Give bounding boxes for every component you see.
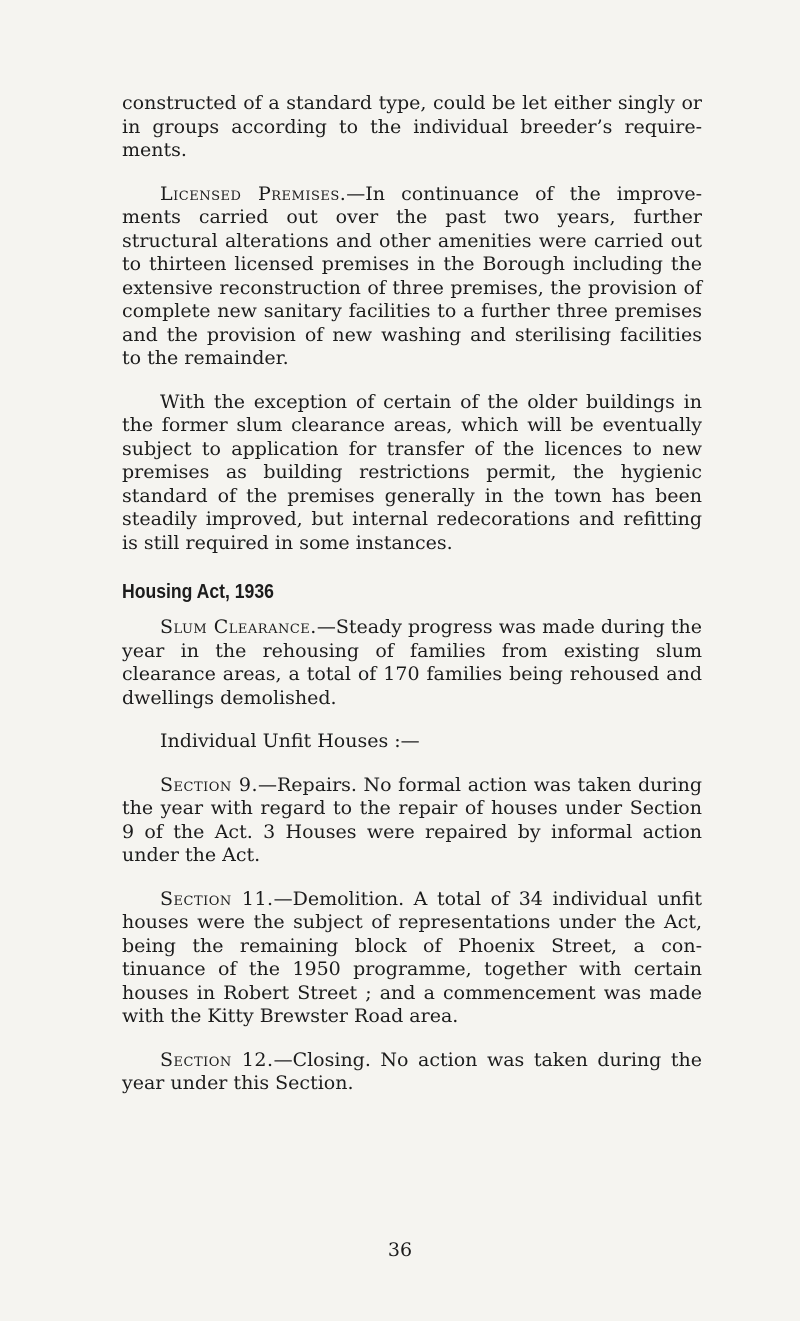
unfit-houses-heading: Individual Unfit Houses :— <box>160 730 420 752</box>
section-9-heading: Section 9. <box>160 773 258 796</box>
continuation-paragraph: constructed of a standard type, could be let either singly or in groups according to the individual breeder’s require-ments. <box>122 92 702 161</box>
housing-act-heading: Housing Act, 1936 <box>122 581 274 603</box>
licensed-premises-text: —In continuance of the improve-ments carried out over the past two years, further structural alterations and other amenities were carried out to thirteen licensed premises in the Borough including the extensive reconstruction of three premises, the provision of complete new sanitary facilities to a further three premises and the provision of new washing and sterilising facilities to the remainder. <box>122 182 702 369</box>
page-number: 36 <box>387 1239 413 1261</box>
section-12-paragraph <box>122 1049 702 1096</box>
slum-clearance-paragraph <box>122 616 702 710</box>
licensed-premises-heading: Licensed Premises. <box>160 182 347 205</box>
licensed-premises-paragraph <box>122 183 702 371</box>
section-9-text: —Repairs. No formal action was taken during the year with regard to the repair of houses under Section 9 of the Act. 3 Houses were repaired by informal action under the Act. <box>122 773 702 866</box>
report-page <box>122 92 702 1096</box>
slum-clearance-text: —Steady progress was made during the year in the rehousing of families from existing slum clearance areas, a total of 170 families being rehoused and dwellings demolished. <box>122 616 702 709</box>
exception-paragraph: With the exception of certain of the older buildings in the former slum clearance areas, which will be eventually subject to application for transfer of the licences to new premises as building restrictions permit, the hygienic standard of the premises generally in the town has been steadily improved, but internal redecorations and refitting is still required in some instances. <box>122 390 702 554</box>
section-9-paragraph <box>122 774 702 868</box>
section-11-heading: Section 11. <box>160 887 274 910</box>
section-12-text: —Closing. No action was taken during the year under this Section. <box>122 1048 702 1094</box>
slum-clearance-heading: Slum Clearance. <box>160 616 317 638</box>
section-12-heading: Section 12. <box>160 1048 274 1071</box>
section-11-paragraph <box>122 888 702 1029</box>
section-11-text: —Demolition. A total of 34 individual unfit houses were the subject of representations under the Act, being the remaining block of Phoenix Street, a con-tinuance of the 1950 programme, together with certain houses in Robert Street ; and a commencement was made with the Kitty Brewster Road area. <box>122 887 702 1027</box>
